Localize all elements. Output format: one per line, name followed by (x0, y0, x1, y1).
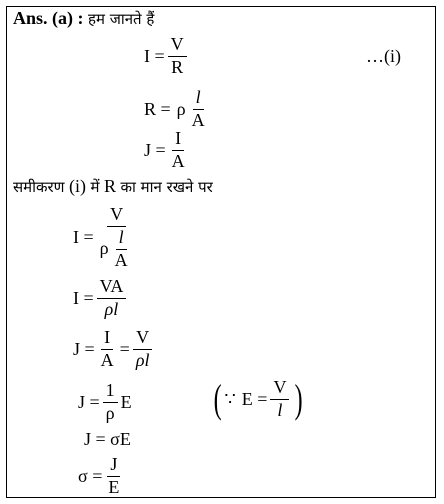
answer-label: Ans. (a) : (13, 8, 84, 28)
eq7-rhs: E (120, 391, 132, 412)
eq9-lhs: σ = (78, 465, 103, 486)
equation-2 (144, 88, 211, 131)
eq4-numerator: V (107, 205, 126, 227)
eq1-denominator: R (171, 56, 184, 77)
eq2-denominator: A (191, 109, 205, 130)
eq6-denominator-2: ρl (135, 349, 150, 370)
eq4-fraction (97, 205, 137, 270)
sentence-mid: में (90, 178, 100, 196)
eq5-fraction (97, 277, 127, 320)
sentence-var: R (103, 176, 116, 196)
equation-tag: …(i) (366, 46, 401, 66)
eq3-numerator: I (172, 129, 184, 151)
answer-header (13, 9, 154, 27)
equation-7 (78, 381, 132, 424)
sentence-prefix: समीकरण (13, 178, 65, 196)
equation-5 (73, 277, 129, 320)
eq9-numerator: J (107, 455, 120, 477)
eq3-denominator: A (171, 150, 185, 171)
eq5-denominator: ρl (104, 298, 119, 319)
eq6-denominator-1: A (100, 349, 114, 370)
equation-4 (73, 205, 140, 270)
eq4-denominator (97, 227, 137, 271)
eq7-fraction (103, 381, 118, 424)
equation-3 (144, 129, 191, 172)
eq2-numerator: l (193, 88, 204, 110)
eq5-lhs: I = (73, 287, 94, 308)
equation-1 (144, 35, 190, 78)
eq6-numerator-2: V (133, 328, 152, 350)
eq5-numerator: VA (97, 277, 127, 299)
eq4-inner-fraction (112, 228, 131, 271)
note-denominator: l (277, 399, 283, 420)
equation-6 (73, 328, 155, 371)
eq2-fraction (189, 88, 208, 131)
note-numerator: V (270, 378, 289, 400)
since-symbol: ∵ (224, 388, 236, 409)
note-lhs: E = (241, 388, 268, 409)
eq6-fraction-1 (98, 328, 117, 371)
eq4-lhs: I = (73, 227, 94, 248)
substitution-sentence (13, 177, 213, 195)
eq7-numerator: 1 (103, 381, 118, 403)
answer-box (6, 6, 436, 498)
sentence-suffix: का मान रखने पर (120, 178, 213, 196)
eq7-denominator: ρ (105, 402, 115, 423)
eq1-numerator: V (168, 35, 187, 57)
eq6-equals: = (119, 338, 130, 359)
intro-text: हम जानते हैं (88, 10, 155, 28)
note-fraction (270, 378, 289, 421)
eq2-rho: ρ (176, 98, 186, 119)
equation-8: J = σE (84, 429, 131, 449)
eq1-lhs: I = (144, 45, 165, 66)
eq7-lhs: J = (78, 391, 100, 412)
eq4-inner-numerator: l (116, 228, 127, 250)
eq9-fraction (105, 455, 122, 498)
since-note (211, 378, 306, 421)
sentence-ref: (i) (69, 176, 86, 196)
eq4-den-rho: ρ (99, 238, 109, 259)
close-paren: ) (295, 376, 304, 422)
eq2-lhs: R = (144, 98, 171, 119)
eq6-fraction-2 (133, 328, 153, 371)
open-paren: ( (213, 376, 222, 422)
eq6-numerator-1: I (101, 328, 113, 350)
equation-9 (78, 455, 125, 498)
eq9-denominator: E (108, 476, 120, 497)
eq1-fraction (168, 35, 187, 78)
eq6-lhs: J = (73, 338, 95, 359)
eq3-lhs: J = (144, 139, 166, 160)
eq3-fraction (169, 129, 188, 172)
eq4-inner-denominator: A (114, 249, 128, 270)
